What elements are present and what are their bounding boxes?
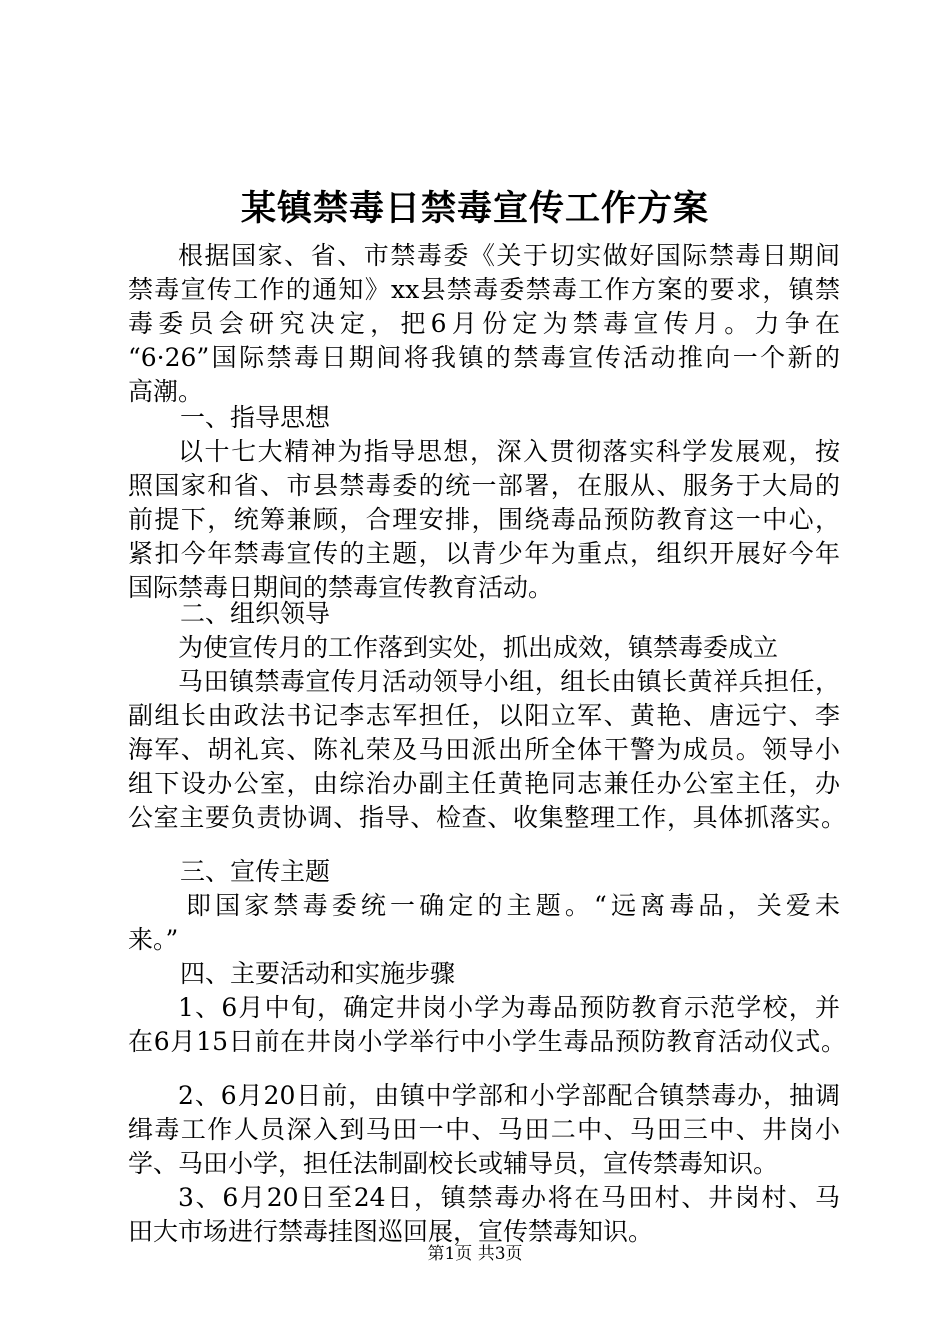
paragraph-line: 缉毒工作人员深入到马田一中、马田二中、马田三中、井岗小 [128, 1115, 840, 1144]
section-heading: 二、组织领导 [180, 599, 331, 628]
paragraph-line: 来。” [128, 925, 179, 954]
section-heading: 四、主要活动和实施步骤 [180, 959, 456, 988]
paragraph-line: 禁毒宣传工作的通知》xx县禁毒委禁毒工作方案的要求，镇禁 [128, 275, 840, 304]
paragraph-line: 海军、胡礼宾、陈礼荣及马田派出所全体干警为成员。领导小 [128, 735, 840, 764]
section-heading: 三、宣传主题 [180, 857, 331, 886]
paragraph-line: 马田镇禁毒宣传月活动领导小组，组长由镇长黄祥兵担任， [178, 667, 840, 696]
paragraph-line: 照国家和省、市县禁毒委的统一部署，在服从、服务于大局的 [128, 471, 840, 500]
paragraph-line: 前提下，统筹兼顾，合理安排，围绕毒品预防教育这一中心， [128, 505, 840, 534]
paragraph-line: 即国家禁毒委统一确定的主题。“远离毒品，关爱未 [186, 891, 840, 920]
paragraph-line: 以十七大精神为指导思想，深入贯彻落实科学发展观，按 [178, 437, 840, 466]
paragraph-line: 公室主要负责协调、指导、检查、收集整理工作，具体抓落实。 [128, 803, 846, 832]
paragraph-line: 副组长由政法书记李志军担任，以阳立军、黄艳、唐远宁、李 [128, 701, 840, 730]
page-number-footer: 第1页 共3页 [427, 1244, 523, 1264]
paragraph-line: 2、6月20日前，由镇中学部和小学部配合镇禁毒办，抽调 [178, 1081, 840, 1110]
paragraph-line: 高潮。 [128, 377, 204, 406]
paragraph-line: 为使宣传月的工作落到实处，抓出成效，镇禁毒委成立 [178, 633, 779, 662]
paragraph-line: 学、马田小学，担任法制副校长或辅导员，宣传禁毒知识。 [128, 1149, 779, 1178]
document-title: 某镇禁毒日禁毒宣传工作方案 [240, 188, 709, 229]
paragraph-line: 国际禁毒日期间的禁毒宣传教育活动。 [128, 573, 554, 602]
paragraph-line: 组下设办公室，由综治办副主任黄艳同志兼任办公室主任，办 [128, 769, 840, 798]
paragraph-line: 紧扣今年禁毒宣传的主题，以青少年为重点，组织开展好今年 [128, 539, 840, 568]
paragraph-line: “6·26”国际禁毒日期间将我镇的禁毒宣传活动推向一个新的 [128, 343, 840, 372]
paragraph-line: 田大市场进行禁毒挂图巡回展，宣传禁毒知识。 [128, 1217, 654, 1246]
paragraph-line: 3、6月20日至24日，镇禁毒办将在马田村、井岗村、马 [178, 1183, 840, 1212]
paragraph-line: 根据国家、省、市禁毒委《关于切实做好国际禁毒日期间 [178, 241, 840, 270]
paragraph-line: 1、6月中旬，确定井岗小学为毒品预防教育示范学校，并 [178, 993, 840, 1022]
section-heading: 一、指导思想 [180, 403, 331, 432]
paragraph-line: 毒委员会研究决定，把6月份定为禁毒宣传月。力争在 [128, 309, 840, 338]
paragraph-line: 在6月15日前在井岗小学举行中小学生毒品预防教育活动仪式。 [128, 1027, 846, 1056]
